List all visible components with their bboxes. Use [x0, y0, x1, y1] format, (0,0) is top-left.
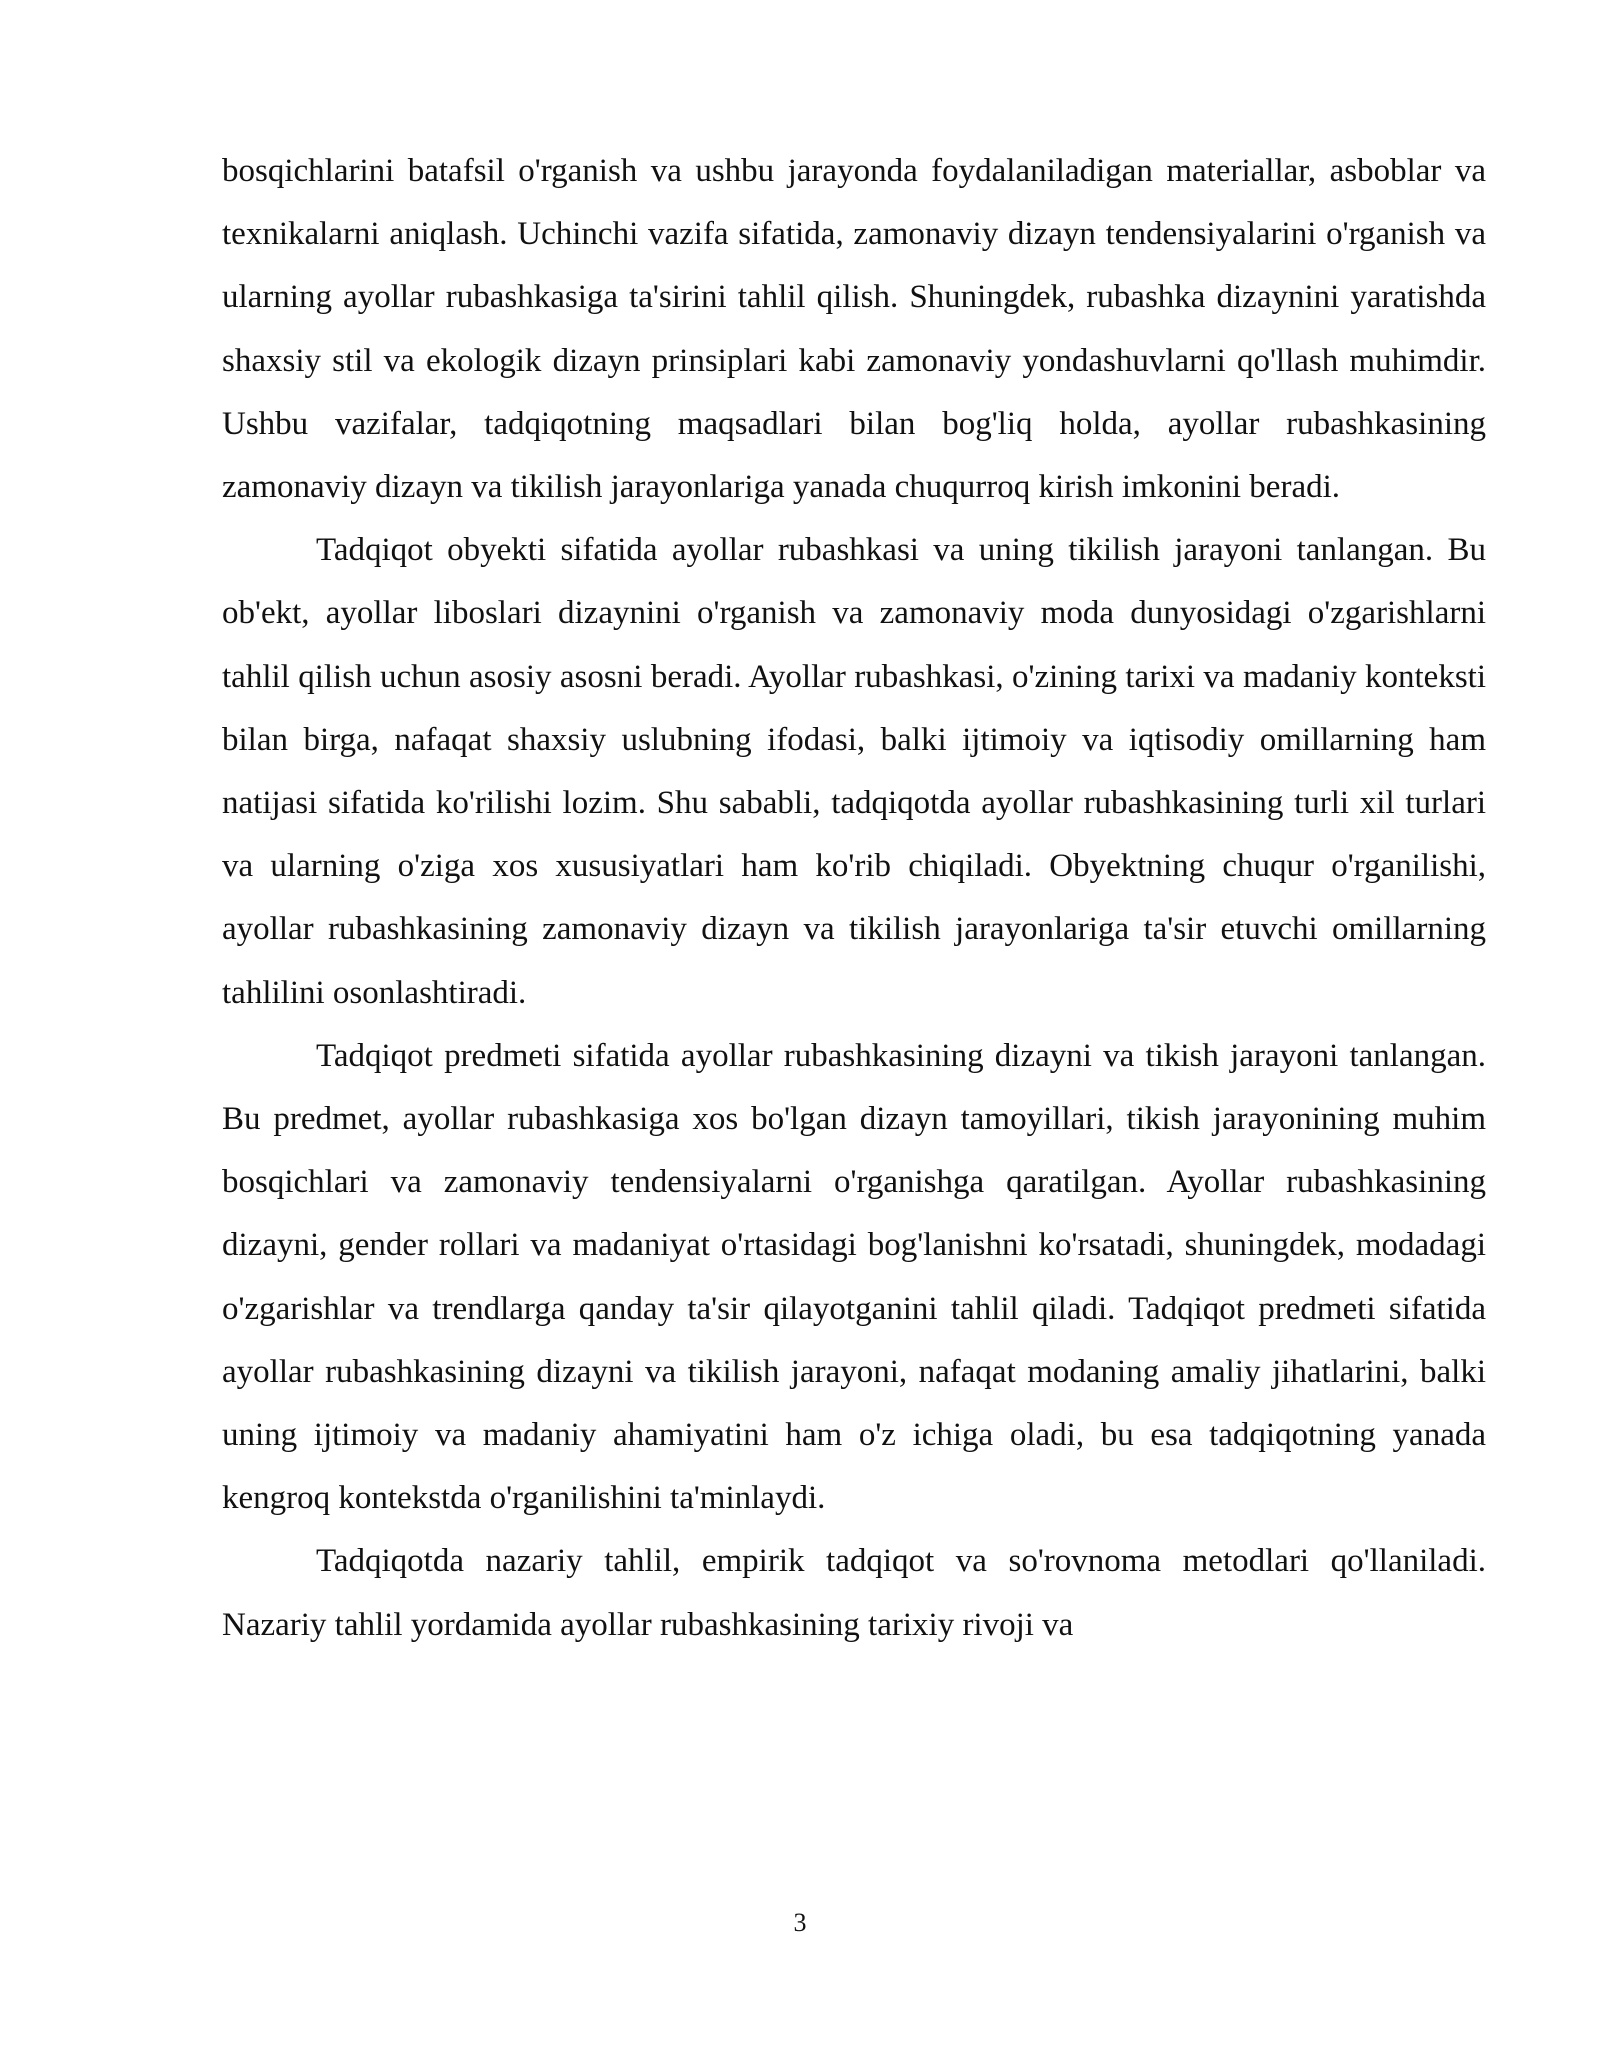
body-text [222, 140, 1486, 1657]
paragraph-research-methods: Tadqiqotda nazariy tahlil, empirik tadqiqot va so'rovnoma metodlari qo'llaniladi. Nazariy tahlil yordamida ayollar rubashkasining tarixiy rivoji va [222, 1543, 1486, 1643]
paragraph-research-object: Tadqiqot obyekti sifatida ayollar rubashkasi va uning tikilish jarayoni tanlangan. Bu ob'ekt, ayollar liboslari dizaynini o'rganish va zamonaviy moda dunyosidagi o'zgarishlarni tahlil qilish uchun asosiy asosni beradi. Ayollar rubashkasi, o'zining tarixi va madaniy konteksti bilan birga, nafaqat shaxsiy uslubning ifodasi, balki ijtimoiy va iqtisodiy omillarning ham natijasi sifatida ko'rilishi lozim. Shu sababli, tadqiqotda ayollar rubashkasining turli xil turlari va ularning o'ziga xos xususiyatlari ham ko'rib chiqiladi. Obyektning chuqur o'rganilishi, ayollar rubashkasining zamonaviy dizayn va tikilish jarayonlariga ta'sir etuvchi omillarning tahlilini osonlashtiradi. [222, 532, 1486, 1011]
paragraph-research-subject: Tadqiqot predmeti sifatida ayollar rubashkasining dizayni va tikish jarayoni tanlangan. Bu predmet, ayollar rubashkasiga xos bo'lgan dizayn tamoyillari, tikish jarayonining muhim bosqichlari va zamonaviy tendensiyalarni o'rganishga qaratilgan. Ayollar rubashkasining dizayni, gender rollari va madaniyat o'rtasidagi bog'lanishni ko'rsatadi, shuningdek, modadagi o'zgarishlar va trendlarga qanday ta'sir qilayotganini tahlil qiladi. Tadqiqot predmeti sifatida ayollar rubashkasining dizayni va tikilish jarayoni, nafaqat modaning amaliy jihatlarini, balki uning ijtimoiy va madaniy ahamiyatini ham o'z ichiga oladi, bu esa tadqiqotning yanada kengroq kontekstda o'rganilishini ta'minlaydi. [222, 1037, 1486, 1517]
page-number: 3 [793, 1908, 807, 1937]
paragraph-continuation: bosqichlarini batafsil o'rganish va ushbu jarayonda foydalaniladigan materiallar, asboblar va texnikalarni aniqlash. Uchinchi vazifa sifatida, zamonaviy dizayn tendensiyalarini o'rganish va ularning ayollar rubashkasiga ta'sirini tahlil qilish. Shuningdek, rubashka dizaynini yaratishda shaxsiy stil va ekologik dizayn prinsiplari kabi zamonaviy yondashuvlarni qo'llash muhimdir. Ushbu vazifalar, tadqiqotning maqsadlari bilan bog'liq holda, ayollar rubashkasining zamonaviy dizayn va tikilish jarayonlariga yanada chuqurroq kirish imkonini beradi. [222, 153, 1486, 506]
